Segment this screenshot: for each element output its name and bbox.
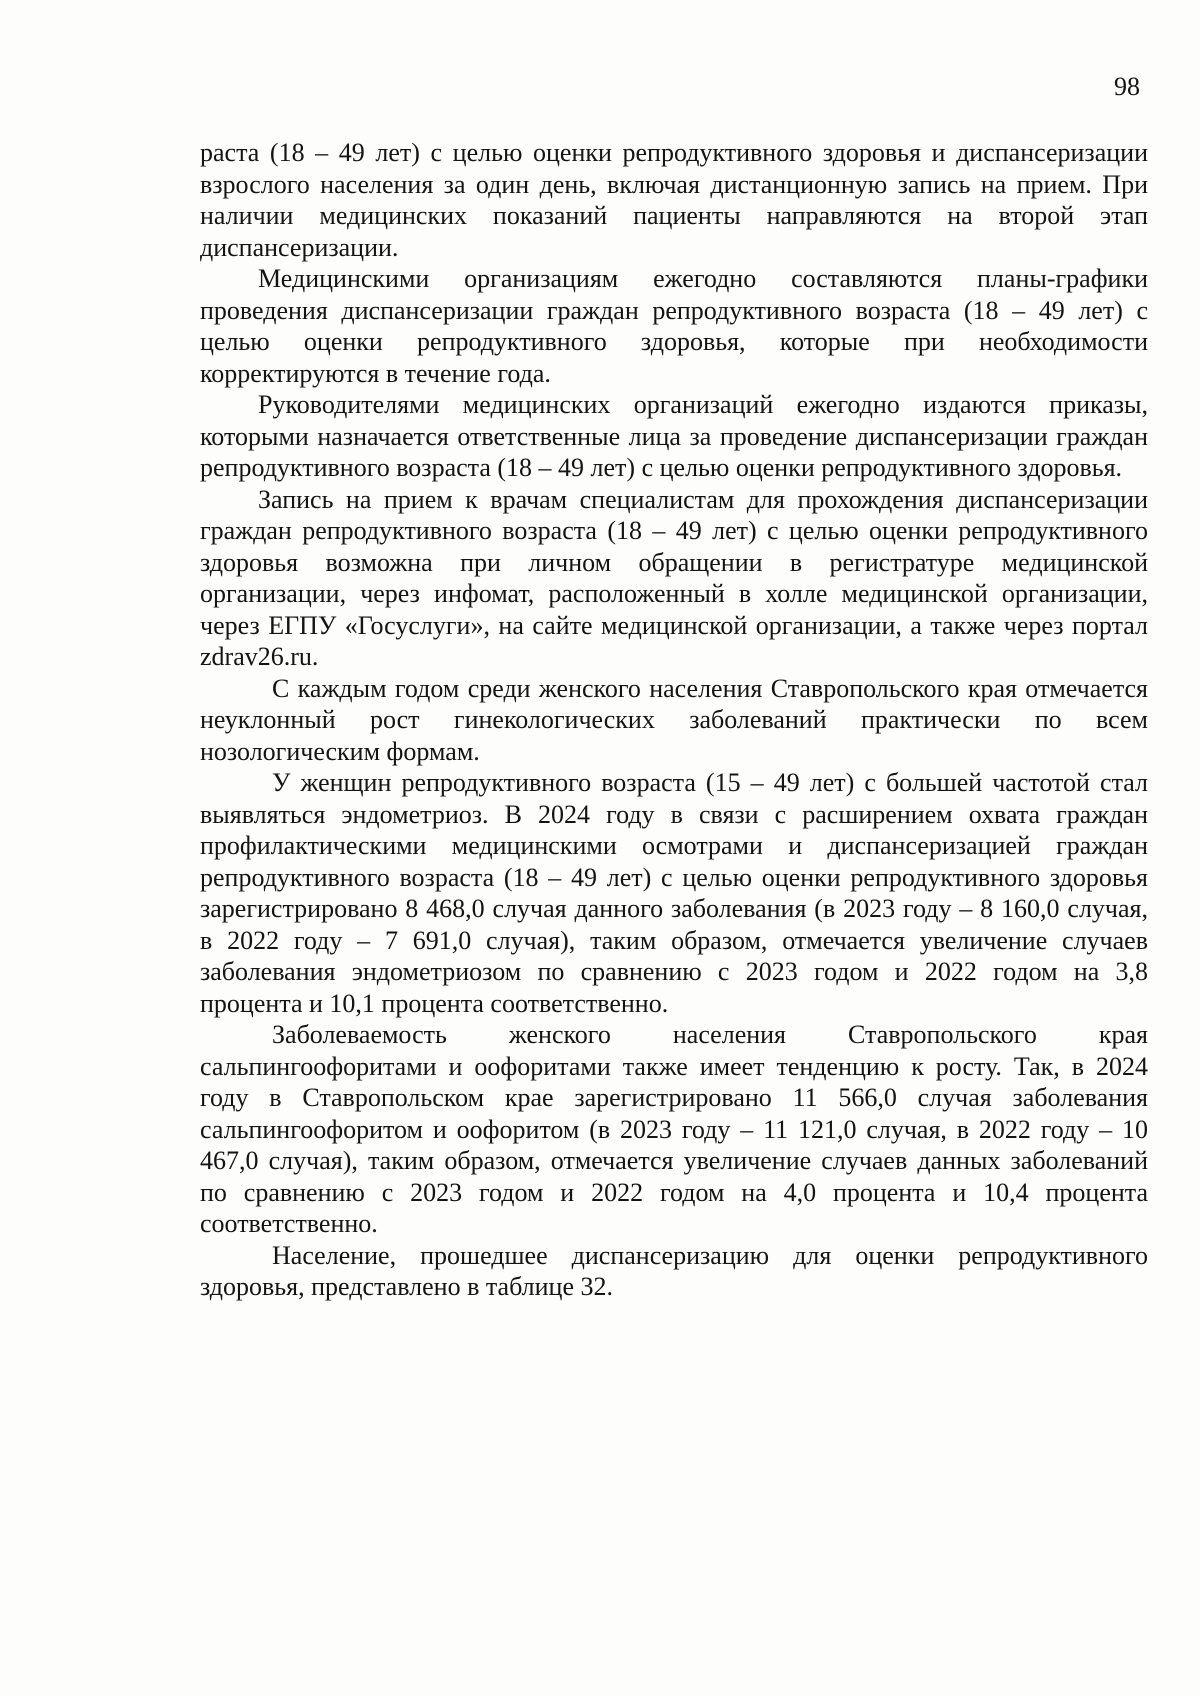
page-number: 98 <box>1114 72 1140 101</box>
paragraph-continuation: раста (18 – 49 лет) с целью оценки репродуктивного здоровья и диспансеризации взрослого населения за один день, включая дистанционную запись на прием. При наличии медицинских показаний пациенты направляются на второй этап диспансеризации. <box>200 138 1148 262</box>
paragraph-orders: Руководителями медицинских организаций ежегодно издаются приказы, которыми назначается ответственные лица за проведение диспансеризации граждан репродуктивного возраста (18 – 49 лет) с целью оценки репродуктивного здоровья. <box>200 390 1148 482</box>
body-text <box>200 137 1148 1303</box>
paragraph-endometriosis: У женщин репродуктивного возраста (15 – 49 лет) с большей частотой стал выявляться эндометриоз. В 2024 году в связи с расширением охвата граждан профилактическими медицинскими осмотрами и диспансеризацией граждан репродуктивного возраста (18 – 49 лет) с целью оценки репродуктивного здоровья зарегистрировано 8 468,0 случая данного заболевания (в 2023 году – 8 160,0 случая, в 2022 году – 7 691,0 случая), таким образом, отмечается увеличение случаев заболевания эндометриозом по сравнению с 2023 годом и 2022 годом на 3,8 процента и 10,1 процента соответственно. <box>200 768 1148 1018</box>
paragraph-appointment: Запись на прием к врачам специалистам для прохождения диспансеризации граждан репродуктивного возраста (18 – 49 лет) с целью оценки репродуктивного здоровья возможна при личном обращении в регистратуре медицинской организации, через инфомат, расположенный в холле медицинской организации, через ЕГПУ «Госуслуги», на сайте медицинской организации, а также через портал zdrav26.ru. <box>200 484 1148 671</box>
paragraph-salpingoophoritis: Заболеваемость женского населения Ставропольского края сальпингоофоритами и оофоритами также имеет тенденцию к росту. Так, в 2024 году в Ставропольском крае зарегистрировано 11 566,0 случая заболевания сальпингоофоритом и оофоритом (в 2023 году – 11 121,0 случая, в 2022 году – 10 467,0 случая), таким образом, отмечается увеличение случаев данных заболеваний по сравнению с 2023 годом и 2022 годом на 4,0 процента и 10,4 процента соответственно. <box>200 1020 1148 1238</box>
paragraph-gynecological-growth: С каждым годом среди женского населения Ставропольского края отмечается неуклонный рост гинекологических заболеваний практически по всем нозологическим формам. <box>200 673 1148 766</box>
paragraph-table-reference: Население, прошедшее диспансеризацию для оценки репродуктивного здоровья, представлено в таблице 32. <box>200 1240 1148 1301</box>
paragraph-schedules: Медицинскими организациям ежегодно составляются планы-графики проведения диспансеризации граждан репродуктивного возраста (18 – 49 лет) с целью оценки репродуктивного здоровья, которые при необходимости корректируются в течение года. <box>200 264 1148 388</box>
